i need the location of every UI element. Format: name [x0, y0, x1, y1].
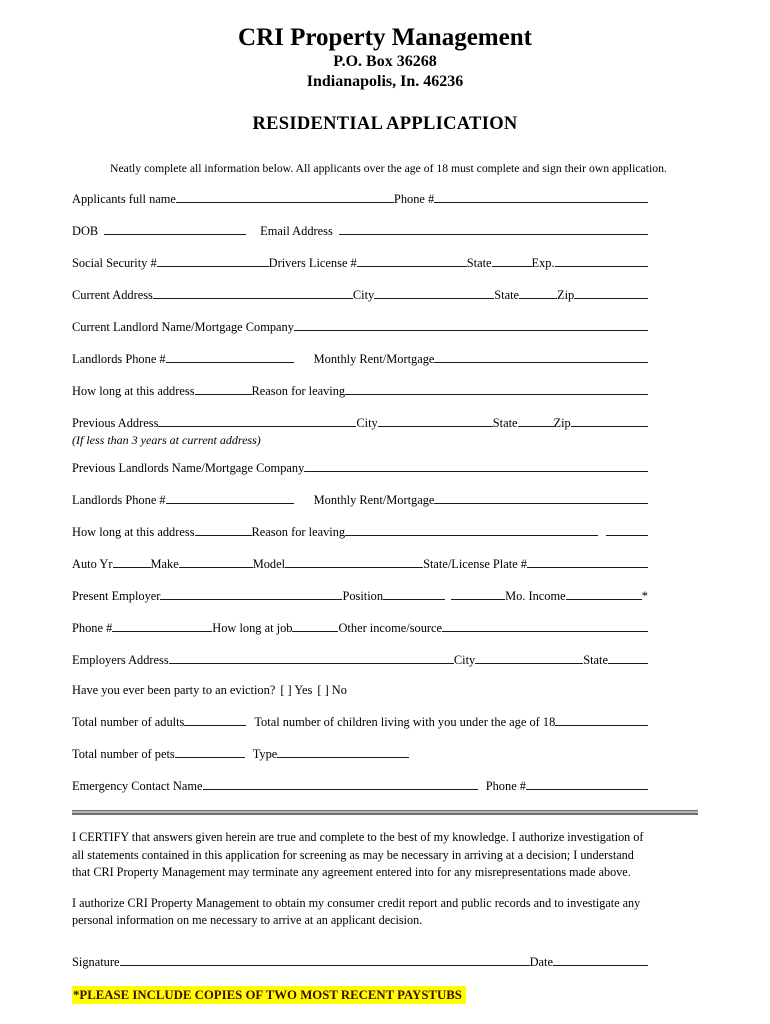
- total-pets-line[interactable]: [175, 746, 245, 758]
- field-label: Zip: [557, 288, 575, 302]
- date-line[interactable]: [553, 954, 648, 966]
- paystubs-note-row: [72, 986, 648, 1004]
- eviction-no-option[interactable]: [ ] No: [317, 683, 347, 697]
- income-asterisk: *: [641, 589, 648, 603]
- field-label: Total number of pets: [72, 747, 175, 761]
- field-label: City: [356, 416, 378, 430]
- field-label: Have you ever been party to an eviction?: [72, 683, 276, 697]
- field-label: Type: [252, 747, 278, 761]
- form-row-adults-children: [72, 714, 648, 729]
- field-label: City: [352, 288, 375, 302]
- form-row-current-address: [72, 287, 648, 302]
- field-label: DOB: [72, 224, 99, 238]
- form-row-previous-duration-reason: [72, 524, 648, 539]
- field-label: Phone #: [393, 192, 435, 206]
- field-label: Reason for leaving: [251, 384, 346, 398]
- applicants-full-name-line[interactable]: [176, 191, 394, 203]
- field-label: Social Security #: [72, 256, 157, 270]
- field-label: How long at job: [212, 621, 293, 635]
- field-label: Make: [150, 557, 179, 571]
- field-label: Phone #: [485, 779, 526, 793]
- signature-block: [72, 954, 648, 969]
- field-label: Total number of adults: [72, 715, 185, 729]
- certification-paragraph-1: I CERTIFY that answers given herein are true and complete to the best of my knowledge. I authorize investigation of all statements contained in this application for screening as may be necessary in arriving at a decision; I understand that CRI Property Management may terminate any agreement entered into for any misrepresentations made above.: [72, 830, 644, 879]
- field-label: Date: [529, 954, 553, 969]
- current-city-line[interactable]: [374, 287, 494, 299]
- form-row-previous-landlord: [72, 460, 648, 475]
- field-label: Exp.: [531, 256, 555, 270]
- field-label: Zip: [553, 416, 571, 430]
- other-income-source-line[interactable]: [442, 620, 648, 632]
- previous-landlord-phone-line[interactable]: [166, 492, 294, 504]
- field-label: Monthly Rent/Mortgage: [313, 493, 435, 507]
- form-row-dob-email: [72, 223, 648, 238]
- field-label: Model: [252, 557, 286, 571]
- form-row-previous-address: [72, 415, 648, 430]
- social-security-number-line[interactable]: [157, 255, 269, 267]
- signature-line[interactable]: [120, 954, 530, 966]
- eviction-yes-option[interactable]: [ ] Yes: [280, 683, 313, 697]
- previous-city-line[interactable]: [378, 415, 493, 427]
- form-row-current-duration-reason: [72, 383, 648, 398]
- field-label: Auto Yr: [72, 557, 113, 571]
- field-label: Mo. Income: [505, 589, 566, 603]
- emergency-contact-phone-line[interactable]: [526, 778, 648, 790]
- form-row-previous-landlord-phone-rent: [72, 492, 648, 507]
- form-content: [72, 162, 667, 1004]
- employer-state-line[interactable]: [608, 652, 648, 664]
- company-address-line1: P.O. Box 36268: [333, 53, 437, 70]
- employer-phone-line[interactable]: [112, 620, 212, 632]
- field-label: Present Employer: [72, 589, 161, 603]
- form-rows: [72, 191, 648, 793]
- field-label: Landlords Phone #: [72, 493, 166, 507]
- auto-make-line[interactable]: [179, 556, 253, 568]
- position-extra-line[interactable]: [451, 588, 505, 600]
- field-label: Position: [342, 589, 384, 603]
- form-row-ssn-drivers-license: [72, 255, 648, 270]
- field-label: City: [453, 653, 476, 667]
- present-employer-line[interactable]: [160, 588, 342, 600]
- field-label: Applicants full name: [72, 192, 176, 206]
- field-label: How long at this address: [72, 525, 195, 539]
- field-label: Current Landlord Name/Mortgage Company: [72, 320, 294, 334]
- previous-address-line[interactable]: [158, 415, 356, 427]
- field-label: Emergency Contact Name: [72, 779, 203, 793]
- form-row-eviction-question: [72, 684, 648, 697]
- current-landlord-phone-line[interactable]: [166, 351, 294, 363]
- previous-duration-line[interactable]: [195, 524, 252, 536]
- field-label: Monthly Rent/Mortgage: [313, 352, 435, 366]
- company-name: CRI Property Management: [238, 24, 532, 51]
- drivers-license-number-line[interactable]: [357, 255, 467, 267]
- certification-paragraph-2: I authorize CRI Property Management to obtain my consumer credit report and public records and to investigate any personal information on me necessary to arrive at an applicant decision.: [72, 895, 641, 927]
- pet-type-line[interactable]: [277, 746, 409, 758]
- field-label: Current Address: [72, 288, 153, 302]
- field-label: Previous Landlords Name/Mortgage Company: [72, 461, 305, 475]
- current-reason-for-leaving-line[interactable]: [345, 383, 648, 395]
- form-row-auto: [72, 556, 648, 571]
- form-row-applicant-name-phone: [72, 191, 648, 206]
- field-label: Reason for leaving: [251, 525, 346, 539]
- current-zip-line[interactable]: [574, 287, 648, 299]
- current-monthly-rent-line[interactable]: [434, 351, 648, 363]
- field-label: State: [466, 256, 492, 270]
- form-row-signature-date: [72, 954, 648, 969]
- field-label: State: [492, 416, 518, 430]
- position-line[interactable]: [383, 588, 445, 600]
- form-row-current-landlord: [72, 319, 648, 334]
- job-duration-line[interactable]: [292, 620, 338, 632]
- employer-address-line[interactable]: [169, 652, 454, 664]
- emergency-contact-name-line[interactable]: [203, 778, 478, 790]
- field-label: How long at this address: [72, 384, 195, 398]
- previous-reason-extra-line[interactable]: [606, 524, 648, 536]
- current-state-line[interactable]: [519, 287, 557, 299]
- applicant-phone-line[interactable]: [434, 191, 648, 203]
- field-label: Other income/source: [338, 621, 443, 635]
- previous-zip-line[interactable]: [571, 415, 648, 427]
- form-row-employer-phone-income: [72, 620, 648, 635]
- field-label: Email Address: [260, 224, 333, 238]
- field-label: State/License Plate #: [423, 557, 527, 571]
- form-row-present-employer: [72, 588, 648, 603]
- current-address-line[interactable]: [153, 287, 353, 299]
- auto-year-line[interactable]: [113, 556, 151, 568]
- form-row-emergency-contact: [72, 778, 648, 793]
- total-adults-line[interactable]: [184, 714, 246, 726]
- total-children-line[interactable]: [555, 714, 648, 726]
- previous-address-note: (If less than 3 years at current address): [72, 433, 261, 447]
- form-title: RESIDENTIAL APPLICATION: [252, 114, 518, 134]
- field-label: Phone #: [72, 621, 113, 635]
- license-state-line[interactable]: [492, 255, 532, 267]
- license-plate-line[interactable]: [527, 556, 648, 568]
- form-row-current-landlord-phone-rent: [72, 351, 648, 366]
- license-expiration-line[interactable]: [555, 255, 648, 267]
- email-address-line[interactable]: [339, 223, 648, 235]
- auto-model-line[interactable]: [285, 556, 423, 568]
- instructions-text: Neatly complete all information below. All applicants over the age of 18 must complete and sign their own application.: [110, 162, 667, 175]
- document-header: [0, 0, 770, 134]
- section-divider: [72, 810, 698, 815]
- dob-line[interactable]: [104, 223, 246, 235]
- paystubs-note: *PLEASE INCLUDE COPIES OF TWO MOST RECENT PAYSTUBS: [72, 986, 466, 1004]
- field-label: Total number of children living with you under the age of 18: [254, 715, 556, 729]
- form-row-employer-address: [72, 652, 648, 667]
- field-label: Landlords Phone #: [72, 352, 166, 366]
- field-label: Drivers License #: [268, 256, 357, 270]
- field-label: State: [494, 288, 520, 302]
- employer-city-line[interactable]: [475, 652, 583, 664]
- form-row-pets: [72, 746, 648, 761]
- monthly-income-line[interactable]: [566, 588, 642, 600]
- current-duration-line[interactable]: [195, 383, 252, 395]
- previous-state-line[interactable]: [518, 415, 554, 427]
- field-label: Previous Address: [72, 416, 159, 430]
- company-address-line2: Indianapolis, In. 46236: [306, 73, 464, 90]
- current-landlord-name-line[interactable]: [294, 319, 648, 331]
- field-label: State: [583, 653, 608, 667]
- previous-reason-for-leaving-line[interactable]: [345, 524, 598, 536]
- field-label: Employers Address: [72, 653, 169, 667]
- previous-monthly-rent-line[interactable]: [434, 492, 648, 504]
- previous-landlord-name-line[interactable]: [304, 460, 648, 472]
- field-label: Signature: [72, 954, 120, 969]
